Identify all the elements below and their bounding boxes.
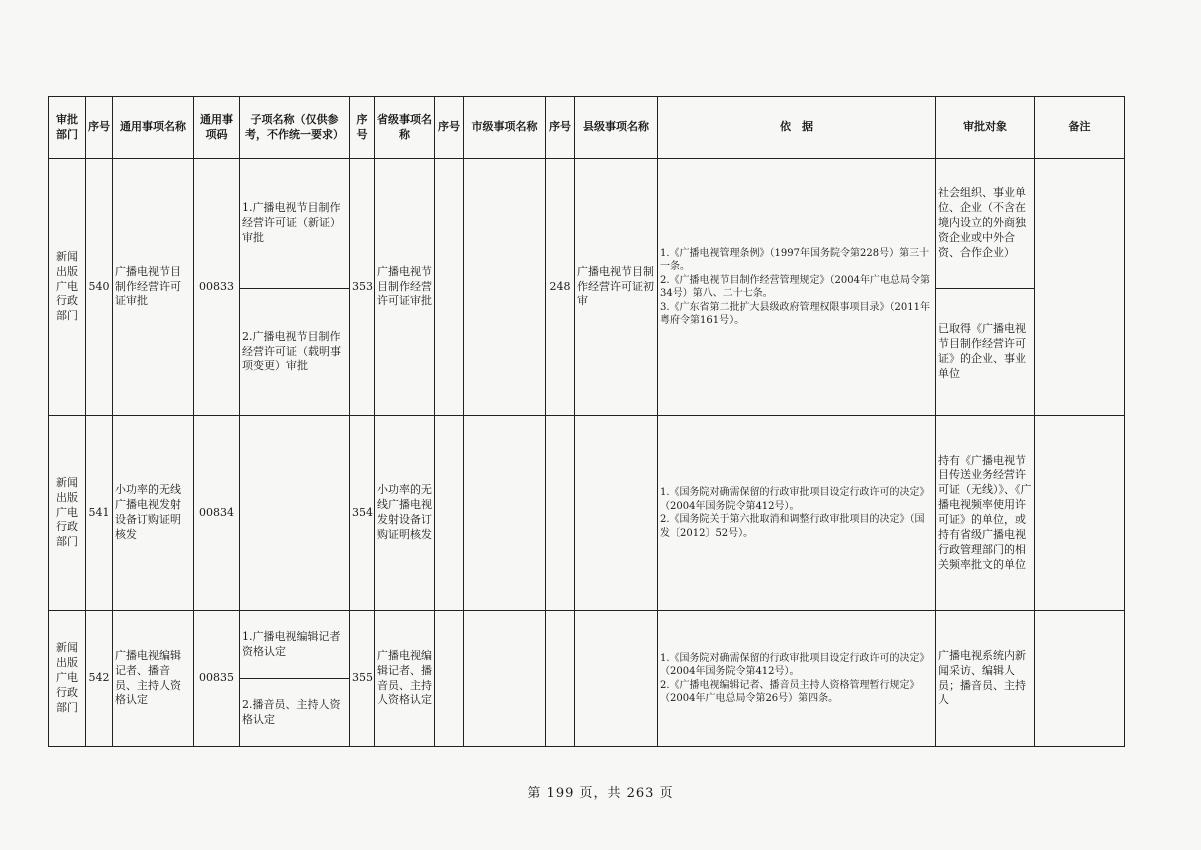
basis-cell — [658, 611, 936, 747]
prov-seq-cell: 355 — [350, 611, 375, 747]
seq-cell: 542 — [86, 611, 113, 747]
header-prov-name: 省级事项名称 — [375, 97, 435, 159]
basis-line: 3.《广东省第二批扩大县级政府管理权限事项目录》（2011年粤府令第161号）。 — [660, 301, 930, 326]
header-seq: 序号 — [86, 97, 113, 159]
table-row — [49, 611, 1125, 679]
header-remark: 备注 — [1035, 97, 1125, 159]
county-name-cell: 广播电视节目制作经营许可证初审 — [575, 159, 658, 416]
city-name-cell — [464, 159, 546, 416]
remark-cell — [1035, 611, 1125, 747]
dept-cell: 新闻出版广电行政部门 — [49, 611, 86, 747]
sub-item-cell: 2.播音员、主持人资格认定 — [240, 679, 350, 747]
general-name-cell: 小功率的无线广播电视发射设备订购证明核发 — [113, 416, 194, 611]
header-target: 审批对象 — [936, 97, 1035, 159]
county-name-cell — [575, 611, 658, 747]
general-name-cell: 广播电视节目制作经营许可证审批 — [113, 159, 194, 416]
page-footer: 第 199 页，共 263 页 — [527, 786, 674, 801]
header-city-name: 市级事项名称 — [464, 97, 546, 159]
table-row — [49, 159, 1125, 289]
target-cell: 社会组织、事业单位、企业（不含在境内设立的外商独资企业或中外合资、合作企业） — [936, 159, 1035, 289]
basis-line: 2.《国务院关于第六批取消和调整行政审批项目的决定》（国发〔2012〕52号）。 — [660, 514, 925, 539]
header-row — [49, 97, 1125, 159]
header-county-name: 县级事项名称 — [575, 97, 658, 159]
header-sub-name: 子项名称（仅供参考，不作统一要求） — [240, 97, 350, 159]
sub-item-cell: 1.广播电视编辑记者资格认定 — [240, 611, 350, 679]
county-seq-cell: 248 — [546, 159, 575, 416]
sub-item-cell: 2.广播电视节目制作经营许可证（载明事项变更）审批 — [240, 289, 350, 416]
remark-cell — [1035, 159, 1125, 416]
prov-name-cell: 广播电视编辑记者、播音员、主持人资格认定 — [375, 611, 435, 747]
header-basis: 依 据 — [658, 97, 936, 159]
code-cell: 00835 — [194, 611, 240, 747]
county-seq-cell — [546, 416, 575, 611]
target-cell: 持有《广播电视节目传送业务经营许可证（无线）》、《广播电视频率使用许可证》的单位，或持有省级广播电视行政管理部门的相关频率批文的单位 — [936, 416, 1035, 611]
sub-item-cell: 1.广播电视节目制作经营许可证（新证）审批 — [240, 159, 350, 289]
general-name-cell: 广播电视编辑记者、播音员、主持人资格认定 — [113, 611, 194, 747]
table-row — [49, 416, 1125, 611]
header-general-code: 通用事项码 — [194, 97, 240, 159]
dept-cell: 新闻出版广电行政部门 — [49, 159, 86, 416]
prov-seq-cell: 354 — [350, 416, 375, 611]
prov-name-cell: 小功率的无线广播电视发射设备订购证明核发 — [375, 416, 435, 611]
basis-cell — [658, 416, 936, 611]
header-dept: 审批部门 — [49, 97, 86, 159]
basis-line: 1.《国务院对确需保留的行政审批项目设定行政许可的决定》（2004年国务院令第412号）。 — [660, 652, 930, 677]
city-name-cell — [464, 416, 546, 611]
basis-cell — [658, 159, 936, 416]
code-cell: 00833 — [194, 159, 240, 416]
prov-seq-cell: 353 — [350, 159, 375, 416]
header-seq4: 序号 — [546, 97, 575, 159]
target-cell: 已取得《广播电视节目制作经营许可证》的企业、事业单位 — [936, 289, 1035, 416]
target-cell: 广播电视系统内新闻采访、编辑人员；播音员、主持人 — [936, 611, 1035, 747]
prov-name-cell: 广播电视节目制作经营许可证审批 — [375, 159, 435, 416]
basis-line: 2.《广播电视节目制作经营管理规定》（2004年广电总局令第34号）第八、二十七条。 — [660, 274, 930, 299]
sub-item-cell — [240, 416, 350, 611]
blank-seq-cell — [435, 611, 464, 747]
header-general-name: 通用事项名称 — [113, 97, 194, 159]
basis-line: 1.《国务院对确需保留的行政审批项目设定行政许可的决定》（2004年国务院令第412号）。 — [660, 487, 930, 512]
remark-cell — [1035, 416, 1125, 611]
header-seq3: 序号 — [435, 97, 464, 159]
blank-seq-cell — [435, 159, 464, 416]
basis-line: 1.《广播电视管理条例》（1997年国务院令第228号）第三十一条。 — [660, 247, 930, 272]
basis-line: 2.《广播电视编辑记者、播音员主持人资格管理暂行规定》（2004年广电总局令第26号）第四条。 — [660, 679, 920, 704]
city-name-cell — [464, 611, 546, 747]
blank-seq-cell — [435, 416, 464, 611]
county-name-cell — [575, 416, 658, 611]
dept-cell: 新闻出版广电行政部门 — [49, 416, 86, 611]
county-seq-cell — [546, 611, 575, 747]
seq-cell: 540 — [86, 159, 113, 416]
approval-items-table — [48, 96, 1125, 747]
code-cell: 00834 — [194, 416, 240, 611]
header-seq2: 序号 — [350, 97, 375, 159]
seq-cell: 541 — [86, 416, 113, 611]
